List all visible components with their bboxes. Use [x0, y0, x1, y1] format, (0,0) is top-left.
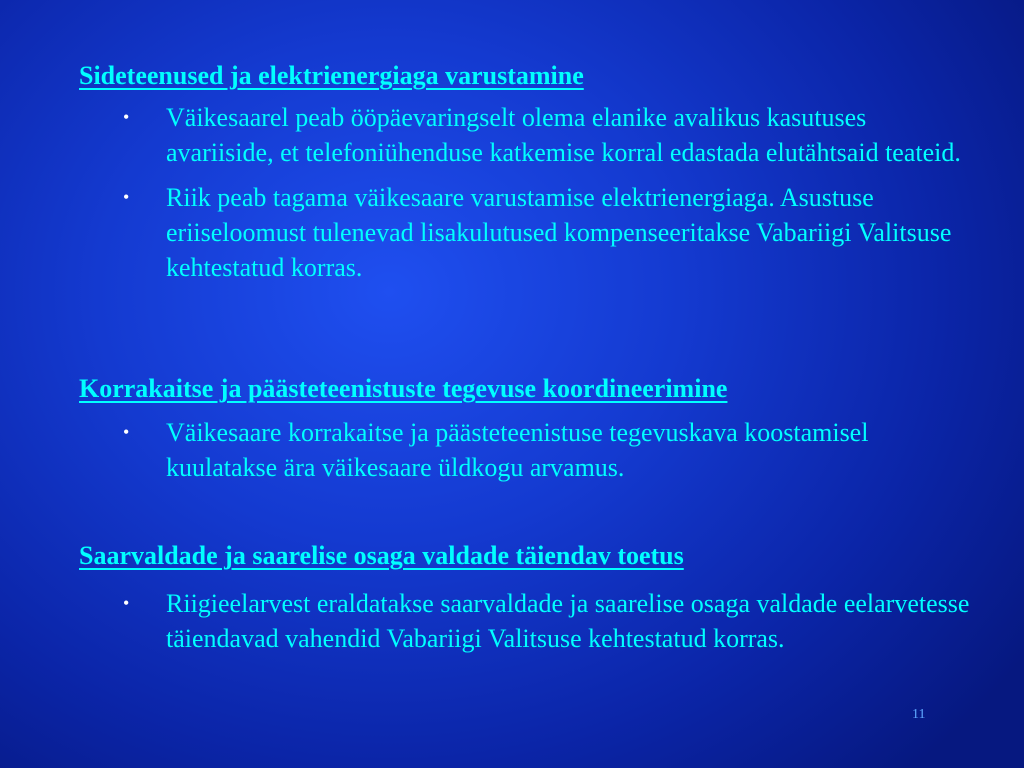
section-heading: Sideteenused ja elektrienergiaga varustamine: [79, 61, 584, 90]
section-heading: Korrakaitse ja päästeteenistuste tegevuse koordineerimine: [79, 374, 728, 403]
section-additional-support: [79, 540, 979, 656]
bullet-item: [79, 415, 979, 485]
bullet-text: Väikesaarel peab ööpäevaringselt olema elanike avalikus kasutuses avariiside, et telefoniühenduse katkemise korral edastada elutähtsaid teateid.: [166, 103, 961, 167]
bullet-text: Riigieelarvest eraldatakse saarvaldade ja saarelise osaga valdade eelarvetesse täiendavad vahendid Vabariigi Valitsuse kehtestatud korras.: [166, 589, 970, 653]
bullet-list: [79, 100, 979, 285]
bullet-list: [79, 586, 979, 656]
bullet-item: [79, 586, 979, 656]
bullet-item: [79, 180, 979, 285]
bullet-icon: •: [123, 422, 130, 442]
bullet-icon: •: [123, 593, 130, 613]
section-rescue-coordination: [79, 373, 979, 485]
bullet-item: [79, 100, 979, 170]
bullet-text: Väikesaare korrakaitse ja päästeteenistuse tegevuskava koostamisel kuulatakse ära väikesaare üldkogu arvamus.: [166, 418, 869, 482]
page-number: 11: [912, 707, 926, 722]
bullet-icon: •: [123, 187, 130, 207]
bullet-text: Riik peab tagama väikesaare varustamise elektrienergiaga. Asustuse eriiseloomust tulenevad lisakulutused kompenseeritakse Vabariigi Valitsuse kehtestatud korras.: [166, 183, 952, 282]
bullet-icon: •: [123, 107, 130, 127]
bullet-list: [79, 415, 979, 485]
section-communication-electricity: [79, 60, 979, 285]
section-heading: Saarvaldade ja saarelise osaga valdade täiendav toetus: [79, 541, 684, 570]
